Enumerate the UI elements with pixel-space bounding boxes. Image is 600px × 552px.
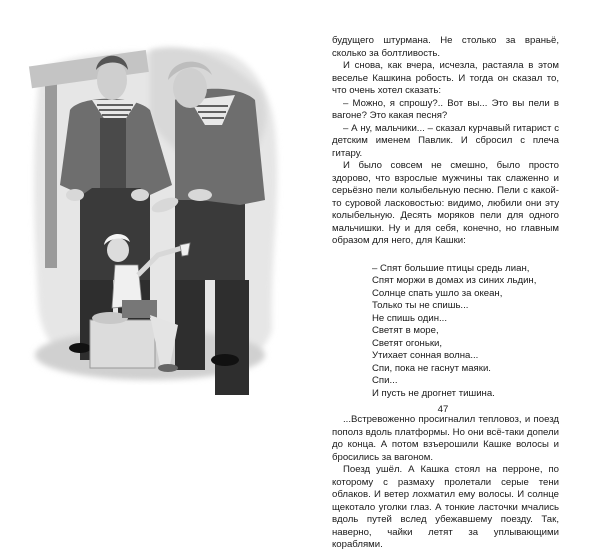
poem-line: Светят огоньки, [372,337,443,349]
poem-line: Светят в море, [372,325,439,336]
page-number: 47 [437,404,449,415]
lullaby-poem [372,263,559,401]
poem-line: Солнце спать ушло за океан, [372,287,503,299]
paragraph: – Можно, я спрошу?.. Вот вы... Это вы пели в вагоне? Это какая песня? [332,97,559,121]
poem-line: Не спишь один... [372,312,448,324]
poem-line: Утихает сонная волна... [372,350,479,361]
poem-line: Спи, пока не гаснут маяки. [372,362,491,374]
paragraph: И было совсем не смешно, было просто здорово, что взрослые мужчины так слаженно и серьёзно пели колыбельную песню. Пели с какой-то суровой ласковостью: видимо, любили они эту колыбельную. Десять моряков пели для одного мальчишки. Ну и для себя, конечно, но главным образом для него, для Кашки: [332,160,559,246]
paragraph: будущего штурмана. Не столько за враньё, сколько за болтливость. [332,35,559,59]
paragraph: Поезд ушёл. А Кашка стоял на перроне, по которому с размаху пролетали серые тени облаков. И ветер лохматил ему волосы. И солнце щекотало уголки глаз. А тонкие ласточки мчались вдоль путей вслед убежавшему поезду. Так, наверно, чайки летят за уплывающими кораблями. [332,464,559,550]
poem-line: И пусть не дрогнет тишина. [372,387,495,399]
poem-line: Спи... [372,375,398,386]
illustration-sailors-and-boy [0,0,300,450]
poem-line: – Спят большие птицы средь лиан, [372,262,530,274]
paragraph: И снова, как вчера, исчезла, растаяла в этом веселье Кашкина робость. И тогда он сказал то, что очень хотел сказать: [332,60,559,96]
paragraph: ...Встревоженно просигналил тепловоз, и поезд пополз вдоль платформы. Но они всё-таки допели до конца. А потом взъерошили Кашке волосы и бросились за вагоном. [332,414,559,463]
poem-line: Спят моржи в домах из синих льдин, [372,275,537,286]
poem-line: Только ты не спишь... [372,300,469,311]
page-text [332,35,559,552]
paragraph: – А ну, мальчики... – сказал курчавый гитарист с детским именем Павлик. И сбросил с плеча гитару. [332,122,559,159]
